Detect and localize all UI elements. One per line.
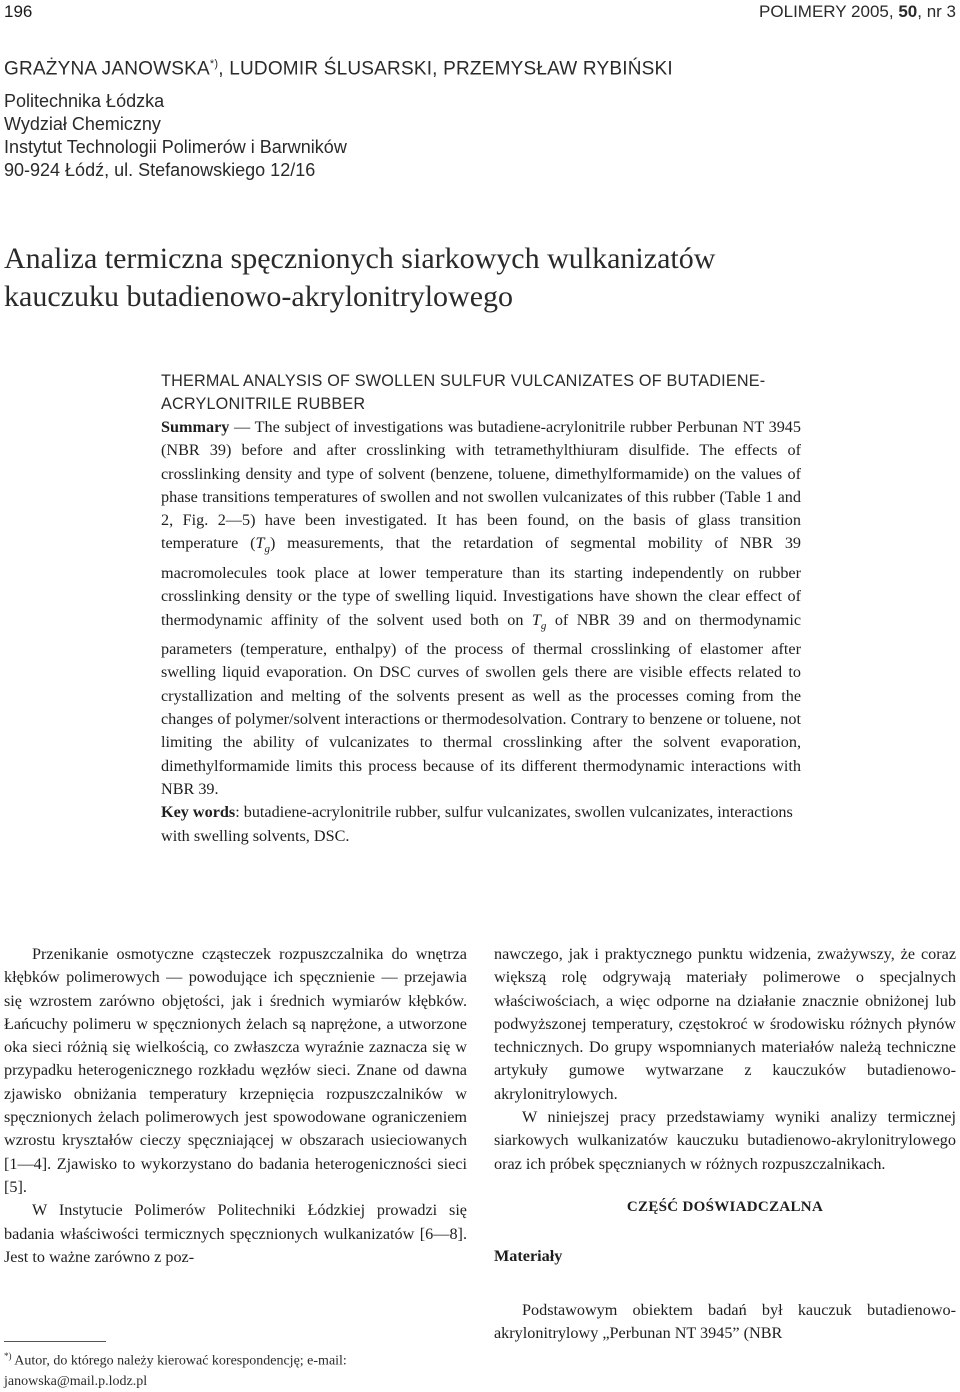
summary-text <box>161 416 801 801</box>
footnote-text: Autor, do którego należy kierować korespondencję; e-mail: janowska@mail.p.lodz.pl <box>4 1353 347 1389</box>
summary-part: ) measurements, that the retardation of segmental mobility of NBR 39 macromolecules took place at lower temperature than its starting independently on rubber crosslinking density or the type of swelling liquid. Investigations have shown the clear effect of thermodynamic affinity of the solvent used both on <box>161 534 802 629</box>
journal-volume: 50 <box>898 2 918 21</box>
journal-year: 2005, <box>851 2 894 21</box>
journal-name: POLIMERY <box>759 2 847 21</box>
body-paragraph: Podstawowym obiektem badań był kauczuk butadienowo-akrylonitrylowy „Perbunan NT 3945” (NBR <box>494 1300 956 1342</box>
paper-title-line: Analiza termiczna spęcznionych siarkowych wulkanizatów <box>4 242 716 275</box>
keywords-label: Key words <box>161 803 236 822</box>
body-paragraph: Przenikanie osmotyczne cząsteczek rozpuszczalnika do wnętrza kłębków polimerowych — powodujące ich spęcznienie — przejawia się wzrostem zarówno objętości, jak i średnich wymiarów kłębków. Łańcuchy polimeru w spęcznionych żelach są naprężone, a utworzone oka sieci różnią się wielkością, co zwłaszcza wyraźnie zaznacza się w przypadku heterogenicznego rozkładu węzłów sieci. Znane od dawna zjawisko obniżania temperatury krzepnięcia rozpuszczalników w spęcznionych żelach polimerowych jest spowodowane ograniczeniem wzrostu kryształów cieczy spęczniającej w obszarach usieciowanych [1—4]. Zjawisko to wykorzystano do badania heterogeniczności sieci [5]. <box>4 945 467 1196</box>
paper-title <box>4 240 715 316</box>
body-paragraph: W Instytucie Polimerów Politechniki Łódzkiej prowadzi się badania właściwości termicznych spęcznionych wulkanizatów [6—8]. Jest to ważne zarówno z poz- <box>4 1201 467 1266</box>
abstract <box>161 370 801 848</box>
author-corresponding: GRAŻYNA JANOWSKA <box>4 58 210 80</box>
affiliation-line: Politechnika Łódzka <box>4 91 165 111</box>
journal-issue: nr 3 <box>926 2 956 21</box>
footnote <box>4 1346 467 1392</box>
author-others: , LUDOMIR ŚLUSARSKI, PRZEMYSŁAW RYBIŃSKI <box>218 58 673 80</box>
keywords-text: : butadiene-acrylonitrile rubber, sulfur vulcanizates, swollen vulcanizates, interactions with swelling solvents, DSC. <box>161 803 793 845</box>
keywords <box>161 801 801 848</box>
summary-part: — The subject of investigations was butadiene-acrylonitrile rubber Perbunan NT 3945 (NBR 39) before and after crosslinking with tetramethylthiuram disulfide. The effects of crosslinking density and type of solvent (benzene, toluene, dimethylformamide) on the values of phase transitions temperatures of swollen and not swollen vulcanizates of this rubber (Table 1 and 2, Fig. 2—5) have been investigated. It has been found, on the basis of glass transition temperature ( <box>161 418 801 553</box>
subsection-heading: Materiały <box>494 1247 563 1266</box>
page-number: 196 <box>4 2 33 21</box>
english-title: THERMAL ANALYSIS OF SWOLLEN SULFUR VULCANIZATES OF BUTADIENE-ACRYLONITRILE RUBBER <box>161 372 766 413</box>
body-paragraph: nawczego, jak i praktycznego punktu widzenia, zważywszy, że coraz większą rolę odgrywają materiały polimerowe o specjalnych właściwościach, a więc odporne na działanie znacznie obniżonej lub podwyższonej temperatury, częstokroć w środowisku różnych płynów technicznych. Do grupy wspomnianych materiałów należą techniczne artykuły gumowe wytwarzane z kauczuków butadienowo-akrylonitrylowych. <box>494 945 956 1103</box>
journal-issue-separator: , <box>917 2 922 21</box>
symbol-tg: $T_g$ <box>531 610 547 632</box>
footnote-mark: *) <box>4 1351 12 1361</box>
affiliation-line: 90-924 Łódź, ul. Stefanowskiego 12/16 <box>4 160 316 180</box>
section-heading: CZĘŚĆ DOŚWIADCZALNA <box>626 1198 824 1215</box>
affiliation-line: Instytut Technologii Polimerów i Barwników <box>4 137 347 157</box>
author-list <box>4 58 673 80</box>
summary-label: Summary <box>161 418 230 436</box>
symbol-tg: $T_g$ <box>255 534 270 556</box>
body-column-left <box>4 943 467 1269</box>
journal-reference <box>759 2 956 22</box>
affiliation <box>4 90 347 182</box>
body-paragraph: W niniejszej pracy przedstawiamy wyniki analizy termicznej siarkowych wulkanizatów kauczuku butadienowo-akrylonitrylowego oraz ich próbek spęcznianych w różnych rozpuszczalnikach. <box>494 1108 956 1173</box>
affiliation-line: Wydział Chemiczny <box>4 114 161 134</box>
body-column-right <box>494 943 956 1345</box>
summary-part: of NBR 39 and on thermodynamic parameters (temperature, enthalpy) of the process of thermal crosslinking of elastomer after swelling liquid evaporation. On DSC curves of swollen gels there are visible effects related to crystallization and melting of the solvents present as well as the processes coming from the changes of polymer/solvent interactions or thermodesolvation. Contrary to benzene or toluene, not limiting the ability of vulcanizates to thermal crosslinking after the solvent evaporation, dimethylformamide limits this process because of its different thermodynamic interactions with NBR 39. <box>161 610 801 798</box>
paper-title-line: kauczuku butadienowo-akrylonitrylowego <box>4 280 514 313</box>
corresponding-author-mark: *) <box>209 58 219 70</box>
footnote-divider <box>4 1341 106 1342</box>
